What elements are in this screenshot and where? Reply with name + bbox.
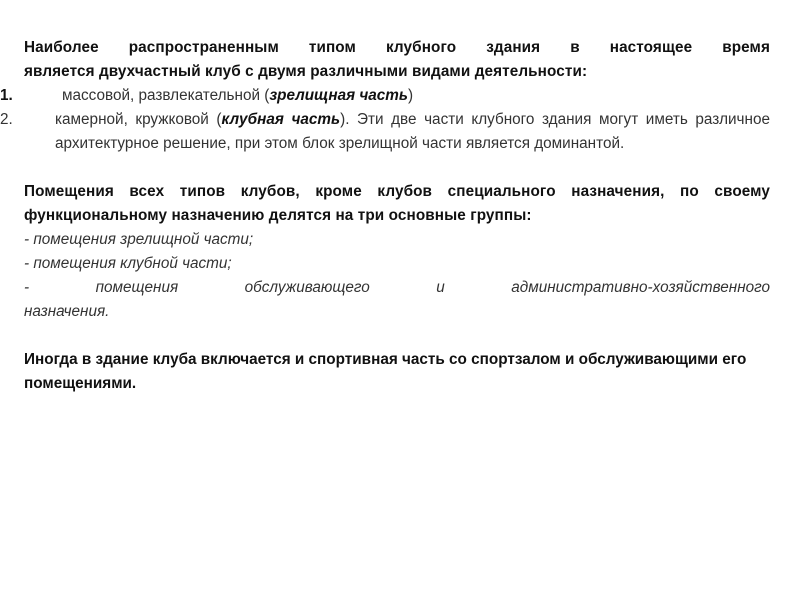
group-item-spectator: - помещения зрелищной части; xyxy=(24,231,254,248)
spacer xyxy=(24,324,770,348)
list-text-before: массовой, развлекательной ( xyxy=(62,87,270,104)
group-item-club: - помещения клубной части; xyxy=(24,255,232,272)
list-item-mass xyxy=(0,84,770,108)
groups-heading: Помещения всех типов клубов, кроме клубов специального назначения, по своему функциональному назначению делятся на три основные группы: xyxy=(24,183,770,224)
list-emphasis: клубная часть xyxy=(221,111,341,128)
intro-paragraph xyxy=(24,36,770,84)
list-text-after: ). Эти две части клубного здания могут иметь различное архитектурное решение, при этом блок зрелищной части является доминантой. xyxy=(55,111,770,152)
intro-line-1: Наиболее распространенным типом клубного здания в настоящее время xyxy=(24,39,770,56)
spacer xyxy=(24,156,770,180)
list-text-after: ) xyxy=(408,87,414,104)
intro-line-2: является двухчастный клуб с двумя различными видами деятельности: xyxy=(24,63,588,80)
list-emphasis: зрелищная часть xyxy=(269,87,408,104)
group-item-service-cont: назначения. xyxy=(24,303,110,320)
closing-paragraph: Иногда в здание клуба включается и спортивная часть со спортзалом и обслуживающими его помещениями. xyxy=(24,351,747,392)
list-number: 1. xyxy=(0,87,13,104)
list-item-text xyxy=(55,84,413,108)
group-item-service: - помещения обслуживающего и административно-хозяйственного xyxy=(24,279,770,296)
activity-list xyxy=(0,84,770,156)
slide-content xyxy=(0,36,770,396)
list-text-before: камерной, кружковой ( xyxy=(55,111,222,128)
list-item-text xyxy=(55,108,770,156)
list-item-chamber xyxy=(0,108,770,156)
list-number: 2. xyxy=(0,111,13,128)
